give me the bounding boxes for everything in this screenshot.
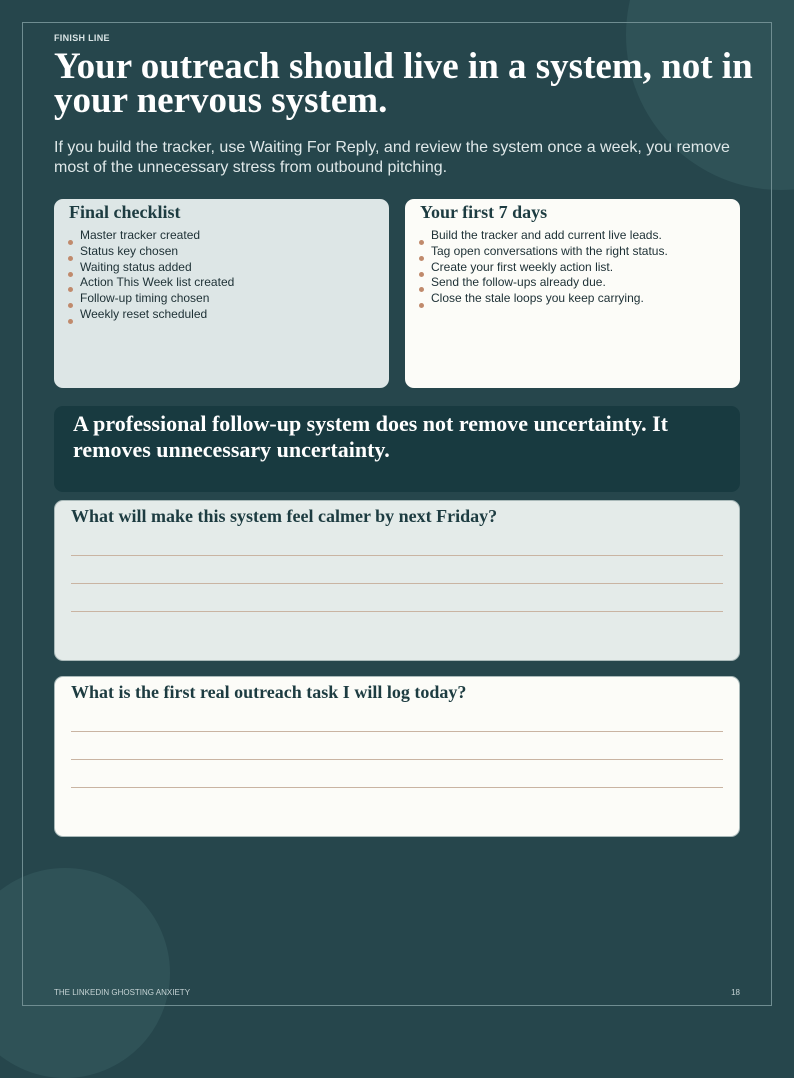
writing-line[interactable] xyxy=(71,731,723,732)
writing-line[interactable] xyxy=(71,611,723,612)
list-item: Action This Week list created xyxy=(68,275,234,291)
first-7-days-list xyxy=(419,228,668,307)
list-item: Create your first weekly action list. xyxy=(419,260,668,276)
list-item: Weekly reset scheduled xyxy=(68,307,234,323)
list-item: Follow-up timing chosen xyxy=(68,291,234,307)
list-item: Waiting status added xyxy=(68,260,234,276)
writing-line[interactable] xyxy=(71,583,723,584)
list-item: Tag open conversations with the right status. xyxy=(419,244,668,260)
first-7-days-card xyxy=(405,199,740,388)
footer-book-title: THE LINKEDIN GHOSTING ANXIETY xyxy=(54,988,191,997)
list-item: Build the tracker and add current live leads. xyxy=(419,228,668,244)
quote-text: A professional follow-up system does not remove uncertainty. It removes unnecessary uncertainty. xyxy=(73,411,669,462)
final-checklist-card xyxy=(54,199,389,388)
reflection-prompt-first-task[interactable] xyxy=(54,676,740,837)
writing-line[interactable] xyxy=(71,555,723,556)
final-checklist-list xyxy=(68,228,234,323)
first-7-days-title: Your first 7 days xyxy=(420,202,548,222)
prompt-question: What is the first real outreach task I will log today? xyxy=(71,682,467,702)
list-item: Send the follow-ups already due. xyxy=(419,275,668,291)
page-title: Your outreach should live in a system, not in your nervous system. xyxy=(54,46,753,121)
list-item: Master tracker created xyxy=(68,228,234,244)
writing-line[interactable] xyxy=(71,759,723,760)
intro-paragraph: If you build the tracker, use Waiting For Reply, and review the system once a week, you remove most of the unnecessary stress from outbound pitching. xyxy=(54,139,730,176)
quote-callout xyxy=(54,406,740,492)
writing-line[interactable] xyxy=(71,787,723,788)
page-number: 18 xyxy=(731,988,740,997)
reflection-prompt-calmer[interactable] xyxy=(54,500,740,661)
prompt-question: What will make this system feel calmer by next Friday? xyxy=(71,506,498,526)
section-eyebrow: FINISH LINE xyxy=(54,33,110,43)
list-item: Status key chosen xyxy=(68,244,234,260)
list-item: Close the stale loops you keep carrying. xyxy=(419,291,668,307)
final-checklist-title: Final checklist xyxy=(69,202,181,222)
